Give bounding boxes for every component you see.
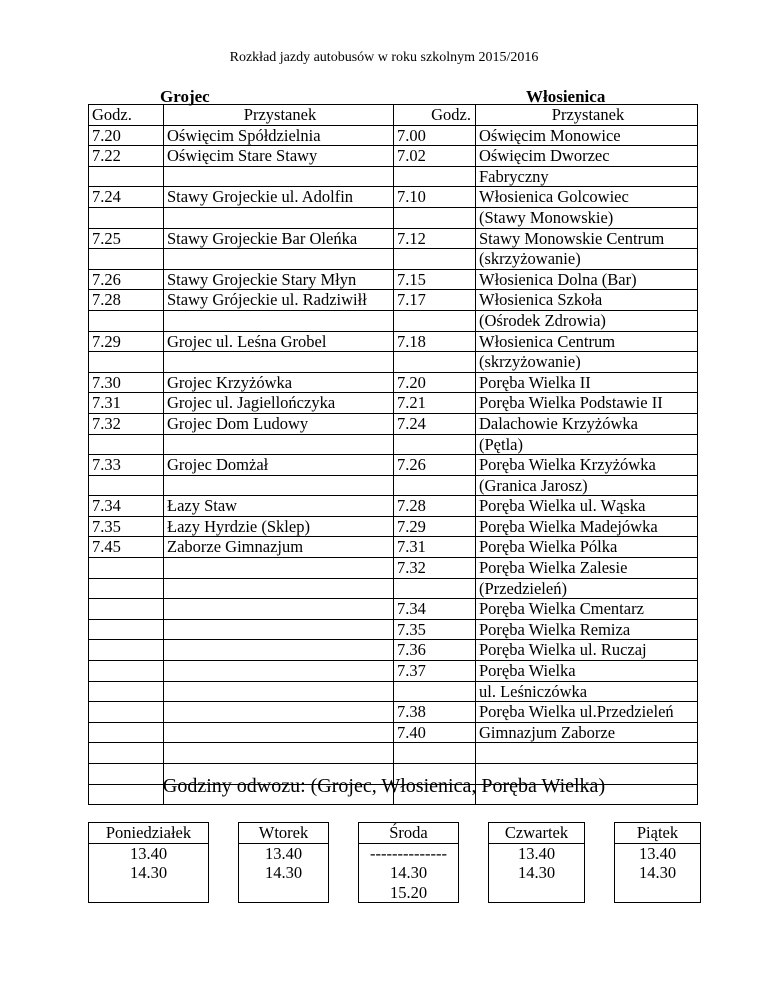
grojec-time-cell: 7.26 xyxy=(89,269,164,290)
grojec-stop-cell xyxy=(164,249,394,270)
grojec-stop-cell: Grojec Krzyżówka xyxy=(164,372,394,393)
timetable xyxy=(88,104,698,805)
wlosienica-time-cell: 7.12 xyxy=(394,228,476,249)
grojec-time-cell xyxy=(89,640,164,661)
wlosienica-time-cell: 7.36 xyxy=(394,640,476,661)
grojec-time-cell xyxy=(89,722,164,743)
wlosienica-stop-cell: Poręba Wielka Cmentarz xyxy=(476,599,698,620)
grojec-stop-cell: Oświęcim Stare Stawy xyxy=(164,146,394,167)
document-title: Rozkład jazdy autobusów w roku szkolnym 2015/2016 xyxy=(229,50,539,65)
grojec-stop-cell xyxy=(164,681,394,702)
timetable-row xyxy=(89,619,698,640)
grojec-heading: Grojec xyxy=(160,87,210,106)
wlosienica-time-cell: 7.32 xyxy=(394,558,476,579)
wlosienica-time-cell xyxy=(394,681,476,702)
wlosienica-time-cell xyxy=(394,578,476,599)
grojec-stop-cell: Stawy Grojeckie Stary Młyn xyxy=(164,269,394,290)
grojec-time-cell xyxy=(89,578,164,599)
wlosienica-stop-cell: ul. Leśniczówka xyxy=(476,681,698,702)
timetable-row xyxy=(89,455,698,476)
wlosienica-stop-cell: Włosienica Dolna (Bar) xyxy=(476,269,698,290)
grojec-stop-cell: Oświęcim Spółdzielnia xyxy=(164,125,394,146)
grojec-time-cell: 7.35 xyxy=(89,516,164,537)
wlosienica-time-cell: 7.18 xyxy=(394,331,476,352)
return-time: 13.40 xyxy=(129,843,168,863)
grojec-time-cell: 7.20 xyxy=(89,125,164,146)
column-gap xyxy=(459,843,489,903)
return-time: 14.30 xyxy=(129,863,168,883)
return-time: 14.30 xyxy=(517,863,556,883)
wlosienica-stop-cell: (Przedzieleń) xyxy=(476,578,698,599)
grojec-time-cell xyxy=(89,702,164,723)
return-time: 13.40 xyxy=(517,843,556,863)
grojec-stop-cell: Grojec Dom Ludowy xyxy=(164,413,394,434)
day-name: Wtorek xyxy=(239,823,329,844)
timetable-row xyxy=(89,496,698,517)
grojec-time-cell: 7.32 xyxy=(89,413,164,434)
timetable-row xyxy=(89,125,698,146)
grojec-stop-cell xyxy=(164,558,394,579)
day-name: Poniedziałek xyxy=(89,823,209,844)
grojec-stop-cell xyxy=(164,475,394,496)
grojec-time-cell xyxy=(89,681,164,702)
grojec-time-cell xyxy=(89,558,164,579)
return-time xyxy=(489,883,584,903)
timetable-row xyxy=(89,599,698,620)
grojec-time-cell xyxy=(89,743,164,764)
column-gap xyxy=(209,843,239,903)
day-times-cell xyxy=(359,843,459,903)
wlosienica-stop-cell: Stawy Monowskie Centrum xyxy=(476,228,698,249)
wlosienica-stop-cell: (Ośrodek Zdrowia) xyxy=(476,310,698,331)
column-gap xyxy=(585,823,615,844)
grojec-time-cell: 7.34 xyxy=(89,496,164,517)
timetable-row xyxy=(89,434,698,455)
wlosienica-time-cell xyxy=(394,249,476,270)
grojec-stop-cell: Stawy Grojeckie Bar Oleńka xyxy=(164,228,394,249)
timetable-row xyxy=(89,269,698,290)
wlosienica-time-cell: 7.31 xyxy=(394,537,476,558)
timetable-row xyxy=(89,702,698,723)
timetable-row xyxy=(89,352,698,373)
wlosienica-stop-cell: (skrzyżowanie) xyxy=(476,249,698,270)
grojec-stop-cell xyxy=(164,661,394,682)
timetable-row xyxy=(89,661,698,682)
return-time: 14.30 xyxy=(389,863,428,883)
wlosienica-time-cell xyxy=(394,475,476,496)
wlosienica-stop-cell: Poręba Wielka II xyxy=(476,372,698,393)
return-time: 13.40 xyxy=(638,843,677,863)
day-times-cell xyxy=(615,843,701,903)
wlosienica-time-header: Godz. xyxy=(394,105,476,126)
wlosienica-stop-cell: (skrzyżowanie) xyxy=(476,352,698,373)
timetable-row xyxy=(89,743,698,764)
return-times-table xyxy=(88,822,701,903)
wlosienica-stop-cell: Poręba Wielka Krzyżówka xyxy=(476,455,698,476)
wlosienica-stop-cell: Gimnazjum Zaborze xyxy=(476,722,698,743)
grojec-time-cell xyxy=(89,207,164,228)
wlosienica-time-cell: 7.28 xyxy=(394,496,476,517)
grojec-stop-cell: Grojec ul. Jagiellończyka xyxy=(164,393,394,414)
wlosienica-time-cell: 7.20 xyxy=(394,372,476,393)
grojec-stop-cell: Zaborze Gimnazjum xyxy=(164,537,394,558)
wlosienica-stop-cell: Włosienica Centrum xyxy=(476,331,698,352)
grojec-time-cell: 7.24 xyxy=(89,187,164,208)
wlosienica-time-cell xyxy=(394,166,476,187)
timetable-row xyxy=(89,310,698,331)
timetable-row xyxy=(89,290,698,311)
column-gap xyxy=(459,823,489,844)
grojec-time-cell xyxy=(89,249,164,270)
grojec-time-cell: 7.30 xyxy=(89,372,164,393)
timetable-row xyxy=(89,372,698,393)
days-times-row xyxy=(89,843,701,903)
timetable-row xyxy=(89,228,698,249)
grojec-stop-cell xyxy=(164,722,394,743)
wlosienica-time-cell: 7.21 xyxy=(394,393,476,414)
wlosienica-time-cell: 7.15 xyxy=(394,269,476,290)
wlosienica-time-cell xyxy=(394,434,476,455)
timetable-row xyxy=(89,475,698,496)
grojec-time-cell xyxy=(89,599,164,620)
grojec-stop-cell xyxy=(164,207,394,228)
grojec-time-cell xyxy=(89,661,164,682)
wlosienica-time-cell: 7.29 xyxy=(394,516,476,537)
timetable-row xyxy=(89,578,698,599)
days-header-row xyxy=(89,823,701,844)
return-time: 14.30 xyxy=(638,863,677,883)
return-time: -------------- xyxy=(370,843,447,863)
timetable-row xyxy=(89,331,698,352)
timetable-row xyxy=(89,249,698,270)
grojec-time-cell xyxy=(89,475,164,496)
wlosienica-time-cell xyxy=(394,352,476,373)
wlosienica-stop-cell: Dalachowie Krzyżówka xyxy=(476,413,698,434)
wlosienica-time-cell xyxy=(394,310,476,331)
timetable-row xyxy=(89,166,698,187)
wlosienica-stop-cell: Fabryczny xyxy=(476,166,698,187)
timetable-row xyxy=(89,413,698,434)
grojec-stop-cell: Stawy Grójeckie ul. Radziwiłł xyxy=(164,290,394,311)
timetable-row xyxy=(89,681,698,702)
wlosienica-time-cell xyxy=(394,743,476,764)
grojec-stop-cell: Łazy Staw xyxy=(164,496,394,517)
grojec-stop-cell: Grojec ul. Leśna Grobel xyxy=(164,331,394,352)
wlosienica-stop-header: Przystanek xyxy=(476,105,698,126)
grojec-time-cell xyxy=(89,310,164,331)
grojec-time-cell xyxy=(89,166,164,187)
column-gap xyxy=(329,823,359,844)
wlosienica-time-cell: 7.02 xyxy=(394,146,476,167)
wlosienica-stop-cell: Poręba Wielka ul.Przedzieleń xyxy=(476,702,698,723)
wlosienica-stop-cell: Poręba Wielka Podstawie II xyxy=(476,393,698,414)
grojec-stop-cell xyxy=(164,640,394,661)
grojec-stop-cell: Łazy Hyrdzie (Sklep) xyxy=(164,516,394,537)
grojec-stop-cell xyxy=(164,578,394,599)
wlosienica-time-cell: 7.17 xyxy=(394,290,476,311)
grojec-stop-cell: Stawy Grojeckie ul. Adolfin xyxy=(164,187,394,208)
timetable-row xyxy=(89,516,698,537)
grojec-stop-cell xyxy=(164,619,394,640)
wlosienica-time-cell: 7.34 xyxy=(394,599,476,620)
wlosienica-stop-cell: (Pętla) xyxy=(476,434,698,455)
wlosienica-time-cell xyxy=(394,207,476,228)
grojec-stop-cell xyxy=(164,743,394,764)
grojec-time-header: Godz. xyxy=(89,105,164,126)
return-time xyxy=(239,883,328,903)
wlosienica-stop-cell: Oświęcim Monowice xyxy=(476,125,698,146)
wlosienica-stop-cell: Włosienica Golcowiec xyxy=(476,187,698,208)
grojec-time-cell: 7.25 xyxy=(89,228,164,249)
day-times-cell xyxy=(89,843,209,903)
wlosienica-stop-cell: (Stawy Monowskie) xyxy=(476,207,698,228)
grojec-time-cell xyxy=(89,352,164,373)
wlosienica-time-cell: 7.35 xyxy=(394,619,476,640)
wlosienica-time-cell: 7.40 xyxy=(394,722,476,743)
day-times-cell xyxy=(239,843,329,903)
wlosienica-time-cell: 7.26 xyxy=(394,455,476,476)
wlosienica-stop-cell: Poręba Wielka Zalesie xyxy=(476,558,698,579)
return-time: 13.40 xyxy=(264,843,303,863)
timetable-row xyxy=(89,558,698,579)
grojec-stop-cell xyxy=(164,166,394,187)
grojec-time-cell xyxy=(89,619,164,640)
day-name: Środa xyxy=(359,823,459,844)
wlosienica-stop-cell: Oświęcim Dworzec xyxy=(476,146,698,167)
return-time xyxy=(615,883,700,903)
timetable-row xyxy=(89,146,698,167)
wlosienica-stop-cell: Poręba Wielka Pólka xyxy=(476,537,698,558)
grojec-time-cell: 7.31 xyxy=(89,393,164,414)
grojec-stop-cell xyxy=(164,702,394,723)
grojec-stop-cell xyxy=(164,310,394,331)
grojec-time-cell: 7.45 xyxy=(89,537,164,558)
grojec-stop-cell xyxy=(164,352,394,373)
grojec-time-cell: 7.22 xyxy=(89,146,164,167)
day-name: Piątek xyxy=(615,823,701,844)
wlosienica-stop-cell: Poręba Wielka ul. Wąska xyxy=(476,496,698,517)
day-name: Czwartek xyxy=(489,823,585,844)
wlosienica-time-cell: 7.10 xyxy=(394,187,476,208)
column-gap xyxy=(209,823,239,844)
wlosienica-time-cell: 7.24 xyxy=(394,413,476,434)
grojec-time-cell: 7.28 xyxy=(89,290,164,311)
wlosienica-time-cell: 7.37 xyxy=(394,661,476,682)
timetable-body xyxy=(89,125,698,805)
timetable-row xyxy=(89,207,698,228)
return-time: 15.20 xyxy=(389,882,428,902)
grojec-stop-cell: Grojec Domżał xyxy=(164,455,394,476)
day-times-cell xyxy=(489,843,585,903)
wlosienica-stop-cell: Poręba Wielka ul. Ruczaj xyxy=(476,640,698,661)
grojec-stop-cell xyxy=(164,599,394,620)
timetable-row xyxy=(89,187,698,208)
timetable-header-row xyxy=(89,105,698,126)
column-gap xyxy=(585,843,615,903)
grojec-time-cell xyxy=(89,434,164,455)
return-time: 14.30 xyxy=(264,863,303,883)
return-times-title: Godziny odwozu: (Grojec, Włosienica, Poręba Wielka) xyxy=(162,775,606,797)
column-gap xyxy=(329,843,359,903)
wlosienica-time-cell: 7.38 xyxy=(394,702,476,723)
wlosienica-stop-cell: Poręba Wielka xyxy=(476,661,698,682)
wlosienica-stop-cell: Poręba Wielka Remiza xyxy=(476,619,698,640)
grojec-stop-header: Przystanek xyxy=(164,105,394,126)
timetable-row xyxy=(89,640,698,661)
return-time xyxy=(89,883,208,903)
grojec-time-cell: 7.33 xyxy=(89,455,164,476)
timetable-row xyxy=(89,393,698,414)
grojec-time-cell: 7.29 xyxy=(89,331,164,352)
timetable-row xyxy=(89,537,698,558)
wlosienica-heading: Włosienica xyxy=(526,87,606,106)
wlosienica-stop-cell xyxy=(476,743,698,764)
wlosienica-stop-cell: Poręba Wielka Madejówka xyxy=(476,516,698,537)
grojec-stop-cell xyxy=(164,434,394,455)
wlosienica-stop-cell: Włosienica Szkoła xyxy=(476,290,698,311)
timetable-row xyxy=(89,722,698,743)
wlosienica-time-cell: 7.00 xyxy=(394,125,476,146)
wlosienica-stop-cell: (Granica Jarosz) xyxy=(476,475,698,496)
